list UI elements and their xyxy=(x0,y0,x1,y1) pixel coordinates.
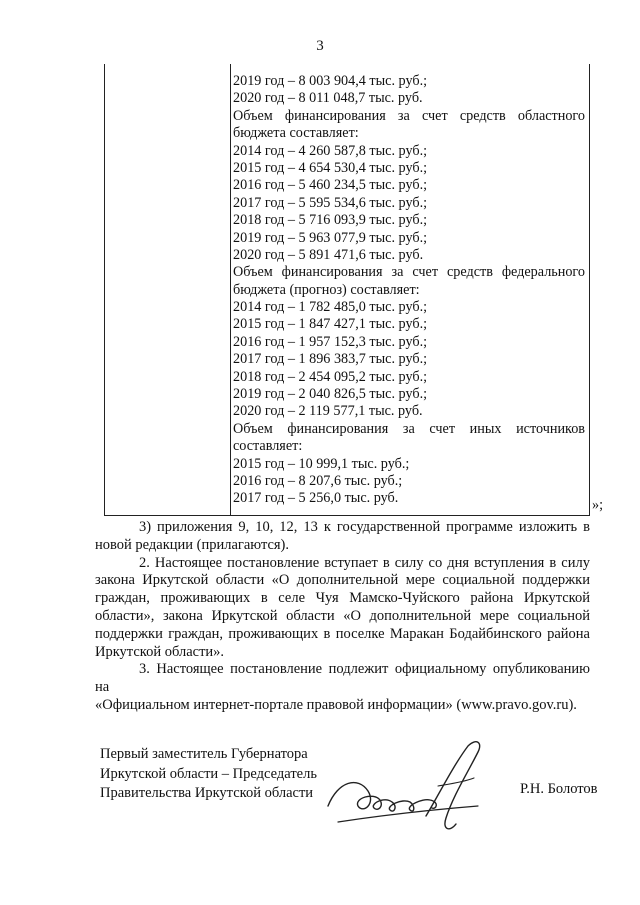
financing-line: 2017 год – 5 256,0 тыс. руб. xyxy=(233,490,399,507)
table-bottom-border xyxy=(105,515,589,516)
signatory-title-line: Первый заместитель Губернатора xyxy=(100,746,308,762)
financing-line: 2014 год – 4 260 587,8 тыс. руб.; xyxy=(233,142,428,159)
financing-line: 2014 год – 1 782 485,0 тыс. руб.; xyxy=(233,299,428,316)
financing-line: бюджета (прогноз) составляет: xyxy=(233,281,420,298)
financing-line: 2017 год – 5 595 534,6 тыс. руб.; xyxy=(233,194,428,211)
column-divider xyxy=(230,64,231,516)
paragraph-row: Иркутской области». xyxy=(95,643,225,660)
paragraph-row: поддержки граждан, проживающих в поселке Маракан Бодайбинского района xyxy=(95,625,590,642)
financing-line: Объем финансирования за счет иных источников xyxy=(233,420,585,437)
financing-line: 2016 год – 8 207,6 тыс. руб.; xyxy=(233,472,403,489)
financing-line: 2019 год – 5 963 077,9 тыс. руб.; xyxy=(233,229,428,246)
financing-line: 2016 год – 1 957 152,3 тыс. руб.; xyxy=(233,333,428,350)
financing-line: 2017 год – 1 896 383,7 тыс. руб.; xyxy=(233,351,428,368)
financing-line: 2020 год – 8 011 048,7 тыс. руб. xyxy=(233,90,423,107)
handwritten-signature xyxy=(318,736,518,836)
financing-line: 2018 год – 5 716 093,9 тыс. руб.; xyxy=(233,212,428,229)
paragraph-row: новой редакции (прилагаются). xyxy=(95,536,290,553)
signatory-title xyxy=(100,745,317,804)
financing-line: составляет: xyxy=(233,438,303,455)
paragraph-row: «Официальном интернет-портале правовой информации» (www.pravo.gov.ru). xyxy=(95,696,577,713)
paragraph-row: закона Иркутской области «О дополнительной мере социальной поддержки xyxy=(95,572,590,589)
paragraph-row: граждан, проживающих в селе Чуя Мамско-Чуйского района Иркутской xyxy=(95,590,590,607)
paragraph-2 xyxy=(95,555,590,662)
financing-cell xyxy=(233,73,585,508)
financing-line: Объем финансирования за счет средств федерального xyxy=(233,264,585,281)
financing-line: 2019 год – 8 003 904,4 тыс. руб.; xyxy=(233,73,428,89)
financing-line: Объем финансирования за счет средств областного xyxy=(233,107,585,124)
signatory-title-line: Правительства Иркутской области xyxy=(100,785,314,801)
page-number: 3 xyxy=(316,38,324,54)
financing-line: 2015 год – 10 999,1 тыс. руб.; xyxy=(233,455,410,472)
signatory-title-line: Иркутской области – Председатель xyxy=(100,765,317,782)
financing-line: бюджета составляет: xyxy=(233,125,359,142)
paragraph-row: области», закона Иркутской области «О дополнительной мере социальной xyxy=(95,607,590,624)
financing-line: 2016 год – 5 460 234,5 тыс. руб.; xyxy=(233,177,428,194)
paragraph-item-3 xyxy=(95,519,590,555)
body-text xyxy=(95,519,590,715)
financing-line: 2019 год – 2 040 826,5 тыс. руб.; xyxy=(233,386,428,403)
signatory-name: Р.Н. Болотов xyxy=(520,781,598,797)
closing-quote: »; xyxy=(592,497,604,513)
financing-line: 2020 год – 5 891 471,6 тыс. руб. xyxy=(233,246,424,263)
paragraph-3 xyxy=(95,661,590,714)
financing-line: 2018 год – 2 454 095,2 тыс. руб.; xyxy=(233,368,428,385)
financing-line: 2015 год – 1 847 427,1 тыс. руб.; xyxy=(233,316,428,333)
financing-line: 2020 год – 2 119 577,1 тыс. руб. xyxy=(233,403,423,420)
financing-line: 2015 год – 4 654 530,4 тыс. руб.; xyxy=(233,159,428,176)
paragraph-row: 3) приложения 9, 10, 12, 13 к государственной программе изложить в xyxy=(139,519,590,535)
paragraph-row: 3. Настоящее постановление подлежит официальному опубликованию на xyxy=(95,661,590,696)
paragraph-row: 2. Настоящее постановление вступает в силу со дня вступления в силу xyxy=(139,554,590,571)
